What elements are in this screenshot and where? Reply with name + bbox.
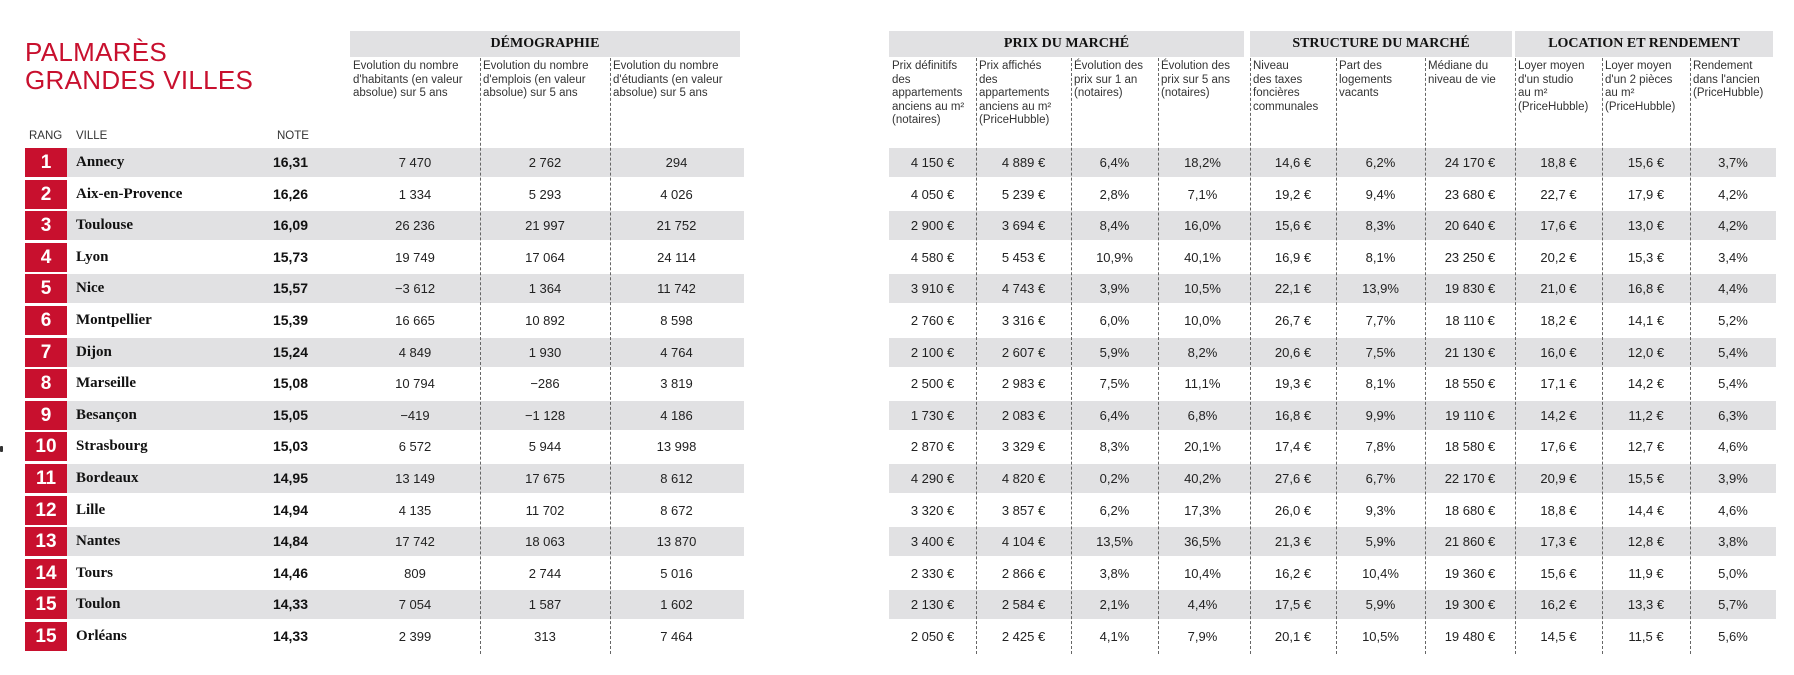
- city-score: 16,09: [272, 217, 308, 233]
- table-cell: 4,6%: [1718, 503, 1748, 518]
- table-cell: 4 290 €: [910, 471, 955, 486]
- table-cell: 9,9%: [1365, 408, 1396, 423]
- table-cell: 14,2 €: [1627, 376, 1665, 391]
- table-cell: 13,5%: [1096, 534, 1133, 549]
- title-line-1: PALMARÈS: [25, 37, 168, 67]
- table-cell: 12,7 €: [1627, 439, 1665, 454]
- table-cell: 2 330 €: [910, 566, 955, 581]
- table-cell: 19,3 €: [1274, 376, 1312, 391]
- rank-badge: 8: [25, 369, 67, 398]
- table-cell: 5 944: [528, 439, 562, 454]
- table-cell: 5,2%: [1718, 313, 1748, 328]
- table-cell: 5,9%: [1365, 534, 1396, 549]
- table-cell: 14,2 €: [1540, 408, 1577, 423]
- table-cell: 4,1%: [1099, 629, 1130, 644]
- table-cell: 5,7%: [1718, 597, 1748, 612]
- city-name: Besançon: [76, 407, 137, 423]
- city-score: 14,46: [272, 565, 308, 581]
- table-cell: 19 110 €: [1445, 408, 1495, 423]
- table-cell: 4,2%: [1718, 218, 1748, 233]
- group-header-4: LOCATION ET RENDEMENT: [1515, 31, 1773, 57]
- rank-badge: 15: [25, 590, 67, 619]
- table-cell: 12,8 €: [1627, 534, 1665, 549]
- table-cell: 5,9%: [1099, 345, 1130, 360]
- city-score: 16,31: [272, 154, 308, 170]
- table-cell: 3 819: [660, 376, 693, 391]
- table-cell: 2 870 €: [910, 439, 955, 454]
- table-cell: 17,9 €: [1627, 187, 1665, 202]
- table-cell: 26,0 €: [1274, 503, 1312, 518]
- title-line-2: GRANDES VILLES: [25, 65, 254, 95]
- column-header-11: Loyer moyen d'un studio au m² (PriceHubble): [1518, 60, 1589, 113]
- table-cell: 19 749: [395, 250, 435, 265]
- table-cell: 2 425 €: [1001, 629, 1046, 644]
- table-cell: 3,9%: [1099, 281, 1130, 296]
- city-name: Strasbourg: [76, 438, 148, 454]
- city-name: Orléans: [76, 628, 127, 644]
- rank-badge: 11: [25, 464, 67, 493]
- table-cell: 7,5%: [1099, 376, 1130, 391]
- table-cell: 5,6%: [1718, 629, 1748, 644]
- city-score: 14,84: [272, 533, 308, 549]
- table-cell: 7 470: [398, 155, 432, 170]
- group-header-2: PRIX DU MARCHÉ: [889, 31, 1244, 57]
- table-cell: 16,8 €: [1274, 408, 1312, 423]
- rank-badge: 12: [25, 496, 67, 525]
- column-divider: [1515, 58, 1516, 654]
- table-cell: 8 612: [660, 471, 693, 486]
- city-score: 15,57: [272, 280, 308, 296]
- table-cell: 5 453 €: [1001, 250, 1046, 265]
- table-cell: 17 675: [525, 471, 565, 486]
- city-score: 14,95: [272, 470, 308, 486]
- table-cell: 36,5%: [1184, 534, 1221, 549]
- city-name: Toulouse: [76, 217, 133, 233]
- ville-column-header: VILLE: [76, 130, 108, 142]
- table-cell: 7 054: [398, 597, 432, 612]
- table-cell: 6,3%: [1718, 408, 1748, 423]
- column-header-12: Loyer moyen d'un 2 pièces au m² (PriceHubble): [1605, 60, 1676, 113]
- table-cell: 21 130 €: [1444, 345, 1496, 360]
- table-cell: 20,1%: [1184, 439, 1221, 454]
- rank-badge: 10: [25, 432, 67, 461]
- table-cell: 10,5%: [1184, 281, 1221, 296]
- table-cell: 2 130 €: [910, 597, 955, 612]
- column-header-2: Evolution du nombre d'emplois (en valeur absolue) sur 5 ans: [483, 60, 589, 99]
- table-cell: 16,8 €: [1627, 281, 1665, 296]
- table-cell: 17 742: [395, 534, 435, 549]
- rank-badge: 15: [25, 622, 67, 651]
- table-cell: 3 329 €: [1001, 439, 1046, 454]
- table-cell: 15,6 €: [1540, 566, 1577, 581]
- table-cell: 4 150 €: [910, 155, 955, 170]
- rank-badge: 7: [25, 338, 67, 367]
- table-cell: 27,6 €: [1274, 471, 1312, 486]
- table-cell: 8,1%: [1365, 250, 1396, 265]
- group-header-3: STRUCTURE DU MARCHÉ: [1250, 31, 1512, 57]
- table-cell: 3 400 €: [910, 534, 955, 549]
- table-cell: 6,2%: [1365, 155, 1396, 170]
- column-header-4: Prix définitifs des appartements anciens au m² (notaires): [892, 60, 965, 126]
- table-cell: 13 149: [395, 471, 435, 486]
- table-cell: 22,1 €: [1274, 281, 1312, 296]
- column-divider: [610, 58, 611, 654]
- table-cell: 17,6 €: [1540, 439, 1577, 454]
- column-header-7: Évolution des prix sur 5 ans (notaires): [1161, 60, 1231, 99]
- column-divider: [1425, 58, 1426, 654]
- rang-column-header: RANG: [29, 130, 63, 142]
- rank-badge: 3: [25, 211, 67, 240]
- table-cell: 3 320 €: [910, 503, 955, 518]
- table-cell: 14,4 €: [1627, 503, 1665, 518]
- table-cell: 13,9%: [1362, 281, 1399, 296]
- table-cell: 17,3 €: [1540, 534, 1577, 549]
- table-cell: 40,2%: [1184, 471, 1221, 486]
- table-cell: 3,8%: [1718, 534, 1748, 549]
- table-cell: −419: [400, 408, 430, 423]
- city-score: 15,24: [272, 344, 308, 360]
- city-score: 16,26: [272, 186, 308, 202]
- table-cell: 8,2%: [1187, 345, 1218, 360]
- table-cell: 2 399: [398, 629, 432, 644]
- table-cell: 5 016: [660, 566, 693, 581]
- city-name: Toulon: [76, 596, 121, 612]
- table-cell: 18 680 €: [1444, 503, 1496, 518]
- table-cell: 4 849: [398, 345, 432, 360]
- table-cell: 5 293: [528, 187, 562, 202]
- table-cell: 2,8%: [1099, 187, 1130, 202]
- table-cell: 15,5 €: [1627, 471, 1665, 486]
- table-cell: 7,1%: [1187, 187, 1218, 202]
- table-cell: 19,2 €: [1274, 187, 1312, 202]
- table-cell: 10,0%: [1184, 313, 1221, 328]
- rank-badge: 9: [25, 401, 67, 430]
- table-cell: 1 602: [660, 597, 693, 612]
- table-cell: 2,1%: [1099, 597, 1130, 612]
- table-cell: 11,5 €: [1628, 629, 1664, 644]
- table-cell: 2 760 €: [910, 313, 955, 328]
- table-cell: 20,6 €: [1274, 345, 1312, 360]
- column-divider: [976, 58, 977, 654]
- table-cell: 4 889 €: [1001, 155, 1046, 170]
- table-cell: 11,2 €: [1628, 408, 1664, 423]
- table-cell: 4 580 €: [910, 250, 955, 265]
- column-divider: [1071, 58, 1072, 654]
- city-score: 15,05: [272, 407, 308, 423]
- group-header-1: DÉMOGRAPHIE: [350, 31, 740, 57]
- city-score: 15,73: [272, 249, 308, 265]
- table-cell: 16,0%: [1184, 218, 1221, 233]
- table-cell: 10 892: [525, 313, 565, 328]
- table-cell: 2 866 €: [1001, 566, 1046, 581]
- table-cell: 1 730 €: [910, 408, 955, 423]
- table-cell: 7,8%: [1365, 439, 1396, 454]
- column-header-13: Rendement dans l'ancien (PriceHubble): [1693, 60, 1764, 99]
- table-cell: 21 860 €: [1444, 534, 1496, 549]
- table-cell: 18,2 €: [1540, 313, 1577, 328]
- table-cell: −1 128: [524, 408, 566, 423]
- table-cell: 2 900 €: [910, 218, 955, 233]
- table-cell: 2 500 €: [910, 376, 955, 391]
- table-cell: 10,4%: [1184, 566, 1221, 581]
- city-name: Nantes: [76, 533, 121, 549]
- table-cell: 4,2%: [1718, 187, 1748, 202]
- city-score: 14,33: [272, 596, 308, 612]
- table-cell: 3,4%: [1718, 250, 1748, 265]
- table-cell: 18,8 €: [1540, 503, 1577, 518]
- table-cell: 6 572: [398, 439, 432, 454]
- table-cell: 1 930: [528, 345, 562, 360]
- table-cell: 4 050 €: [910, 187, 955, 202]
- table-cell: 17,1 €: [1540, 376, 1577, 391]
- table-cell: 2 083 €: [1001, 408, 1046, 423]
- table-cell: 2 983 €: [1001, 376, 1046, 391]
- table-cell: 12,0 €: [1627, 345, 1665, 360]
- table-cell: 2 607 €: [1001, 345, 1046, 360]
- table-cell: 4 135: [398, 503, 432, 518]
- table-cell: 17,3%: [1184, 503, 1221, 518]
- table-cell: 1 364: [528, 281, 562, 296]
- table-cell: 5,9%: [1365, 597, 1396, 612]
- table-cell: 13,3 €: [1627, 597, 1665, 612]
- table-cell: 26,7 €: [1274, 313, 1312, 328]
- table-cell: 20 640 €: [1444, 218, 1496, 233]
- table-cell: 4 764: [660, 345, 693, 360]
- table-cell: 16,0 €: [1540, 345, 1577, 360]
- table-cell: 16 665: [395, 313, 435, 328]
- city-score: 15,03: [272, 438, 308, 454]
- table-cell: 8,3%: [1365, 218, 1396, 233]
- table-cell: 17,4 €: [1274, 439, 1312, 454]
- city-name: Nice: [76, 280, 105, 296]
- column-header-6: Évolution des prix sur 1 an (notaires): [1074, 60, 1144, 99]
- table-cell: 5 239 €: [1001, 187, 1046, 202]
- table-cell: 313: [534, 629, 556, 644]
- rank-badge: 14: [25, 559, 67, 588]
- table-cell: 0,2%: [1099, 471, 1130, 486]
- table-cell: 4 820 €: [1001, 471, 1046, 486]
- city-name: Montpellier: [76, 312, 152, 328]
- table-cell: 4,4%: [1187, 597, 1218, 612]
- column-divider: [1690, 58, 1691, 654]
- table-cell: 40,1%: [1184, 250, 1221, 265]
- table-cell: 6,8%: [1187, 408, 1218, 423]
- table-cell: 4,4%: [1718, 281, 1748, 296]
- table-cell: 16,2 €: [1540, 597, 1577, 612]
- table-cell: 4 743 €: [1001, 281, 1046, 296]
- table-cell: 4,6%: [1718, 439, 1748, 454]
- table-cell: 19 480 €: [1444, 629, 1496, 644]
- table-cell: 4 026: [660, 187, 693, 202]
- table-cell: 13 998: [656, 439, 697, 454]
- table-cell: 5,0%: [1718, 566, 1748, 581]
- table-cell: 17,5 €: [1274, 597, 1312, 612]
- table-cell: 2 744: [528, 566, 562, 581]
- table-cell: 20,9 €: [1540, 471, 1577, 486]
- table-cell: 14,6 €: [1274, 155, 1312, 170]
- table-cell: 6,0%: [1099, 313, 1130, 328]
- table-cell: 22 170 €: [1444, 471, 1496, 486]
- table-cell: 6,7%: [1365, 471, 1396, 486]
- table-cell: 1 334: [398, 187, 432, 202]
- table-cell: 3 910 €: [910, 281, 955, 296]
- table-cell: 3 316 €: [1001, 313, 1046, 328]
- table-cell: 21 997: [525, 218, 565, 233]
- table-cell: 809: [404, 566, 426, 581]
- table-cell: 17 064: [525, 250, 565, 265]
- column-divider: [1250, 58, 1251, 654]
- table-cell: 14,5 €: [1540, 629, 1577, 644]
- column-header-8: Niveau des taxes foncières communales: [1253, 60, 1319, 113]
- table-cell: 3,8%: [1099, 566, 1130, 581]
- table-cell: 21,3 €: [1274, 534, 1312, 549]
- city-name: Dijon: [76, 344, 112, 360]
- table-cell: 19 830 €: [1444, 281, 1496, 296]
- table-cell: 3,9%: [1718, 471, 1748, 486]
- table-cell: 8,4%: [1099, 218, 1130, 233]
- table-cell: 8,1%: [1365, 376, 1396, 391]
- table-cell: −286: [530, 376, 560, 391]
- table-cell: 9,3%: [1365, 503, 1396, 518]
- table-cell: 8 672: [660, 503, 693, 518]
- table-cell: 10,5%: [1362, 629, 1399, 644]
- table-cell: 18 580 €: [1444, 439, 1496, 454]
- table-cell: 9,4%: [1365, 187, 1396, 202]
- column-header-10: Médiane du niveau de vie: [1428, 60, 1496, 86]
- table-cell: 6,4%: [1099, 408, 1130, 423]
- city-name: Lille: [76, 502, 106, 518]
- table-cell: 24 114: [657, 250, 696, 265]
- table-cell: 6,4%: [1099, 155, 1130, 170]
- table-cell: 21 752: [656, 218, 697, 233]
- city-name: Bordeaux: [76, 470, 139, 486]
- table-cell: 4 186: [660, 408, 693, 423]
- column-header-5: Prix affichés des appartements anciens au m² (PriceHubble): [979, 60, 1052, 126]
- city-name: Tours: [76, 565, 113, 581]
- table-cell: 7 464: [660, 629, 693, 644]
- table-cell: 15,6 €: [1627, 155, 1665, 170]
- group-gap: [1247, 31, 1250, 57]
- city-score: 14,33: [272, 628, 308, 644]
- note-column-header: NOTE: [277, 130, 309, 142]
- table-cell: 10,9%: [1096, 250, 1133, 265]
- column-divider: [1602, 58, 1603, 654]
- table-cell: 23 250 €: [1444, 250, 1496, 265]
- table-cell: 13,0 €: [1627, 218, 1665, 233]
- table-cell: 3,7%: [1718, 155, 1748, 170]
- table-cell: −3 612: [394, 281, 436, 296]
- table-cell: 18 110 €: [1445, 313, 1495, 328]
- city-name: Annecy: [76, 154, 125, 170]
- table-cell: 5,4%: [1718, 376, 1748, 391]
- table-cell: 19 360 €: [1444, 566, 1496, 581]
- column-divider: [1158, 58, 1159, 654]
- table-cell: 15,3 €: [1627, 250, 1665, 265]
- table-cell: 20,1 €: [1274, 629, 1312, 644]
- table-cell: 10,4%: [1362, 566, 1399, 581]
- margin-mark: [0, 446, 3, 452]
- column-divider: [480, 58, 481, 654]
- table-cell: 19 300 €: [1444, 597, 1496, 612]
- table-cell: 294: [665, 155, 688, 170]
- city-name: Marseille: [76, 375, 136, 391]
- table-cell: 8,3%: [1099, 439, 1130, 454]
- table-cell: 16,2 €: [1274, 566, 1312, 581]
- table-cell: 18 550 €: [1444, 376, 1496, 391]
- table-cell: 5,4%: [1718, 345, 1748, 360]
- column-divider: [1336, 58, 1337, 654]
- table-cell: 11 742: [657, 281, 696, 296]
- table-cell: 4 104 €: [1001, 534, 1046, 549]
- table-cell: 24 170 €: [1444, 155, 1496, 170]
- table-cell: 18,2%: [1184, 155, 1221, 170]
- table-cell: 18,8 €: [1540, 155, 1577, 170]
- page-title: [25, 38, 253, 94]
- table-cell: 10 794: [395, 376, 435, 391]
- table-cell: 8 598: [660, 313, 693, 328]
- table-cell: 7,5%: [1365, 345, 1396, 360]
- table-cell: 2 050 €: [910, 629, 955, 644]
- city-score: 15,39: [272, 312, 308, 328]
- table-cell: 2 584 €: [1001, 597, 1046, 612]
- table-cell: 15,6 €: [1274, 218, 1312, 233]
- table-cell: 17,6 €: [1540, 218, 1577, 233]
- group-gap: [1512, 31, 1515, 57]
- rank-badge: 2: [25, 180, 67, 209]
- rank-badge: 1: [25, 148, 67, 177]
- column-header-1: Evolution du nombre d'habitants (en valeur absolue) sur 5 ans: [353, 60, 463, 99]
- table-cell: 7,7%: [1365, 313, 1396, 328]
- table-cell: 1 587: [528, 597, 562, 612]
- column-header-3: Evolution du nombre d'étudiants (en valeur absolue) sur 5 ans: [613, 60, 723, 99]
- city-score: 15,08: [272, 375, 308, 391]
- table-cell: 2 100 €: [910, 345, 955, 360]
- table-cell: 6,2%: [1099, 503, 1130, 518]
- table-cell: 3 694 €: [1001, 218, 1046, 233]
- rank-badge: 13: [25, 527, 67, 556]
- city-score: 14,94: [272, 502, 308, 518]
- table-cell: 11 702: [525, 503, 565, 518]
- rank-badge: 6: [25, 306, 67, 335]
- table-cell: 13 870: [656, 534, 697, 549]
- table-cell: 2 762: [528, 155, 562, 170]
- city-name: Lyon: [76, 249, 109, 265]
- table-cell: 20,2 €: [1540, 250, 1577, 265]
- table-cell: 18 063: [525, 534, 565, 549]
- table-cell: 11,9 €: [1628, 566, 1664, 581]
- table-cell: 23 680 €: [1444, 187, 1496, 202]
- column-header-9: Part des logements vacants: [1339, 60, 1393, 99]
- table-cell: 3 857 €: [1001, 503, 1046, 518]
- table-cell: 22,7 €: [1540, 187, 1577, 202]
- rank-badge: 5: [25, 274, 67, 303]
- table-cell: 26 236: [395, 218, 435, 233]
- table-cell: 21,0 €: [1540, 281, 1577, 296]
- rank-badge: 4: [25, 243, 67, 272]
- table-cell: 14,1 €: [1627, 313, 1665, 328]
- table-cell: 11,1%: [1184, 376, 1221, 391]
- city-name: Aix-en-Provence: [76, 186, 183, 202]
- table-cell: 16,9 €: [1274, 250, 1312, 265]
- table-cell: 7,9%: [1187, 629, 1218, 644]
